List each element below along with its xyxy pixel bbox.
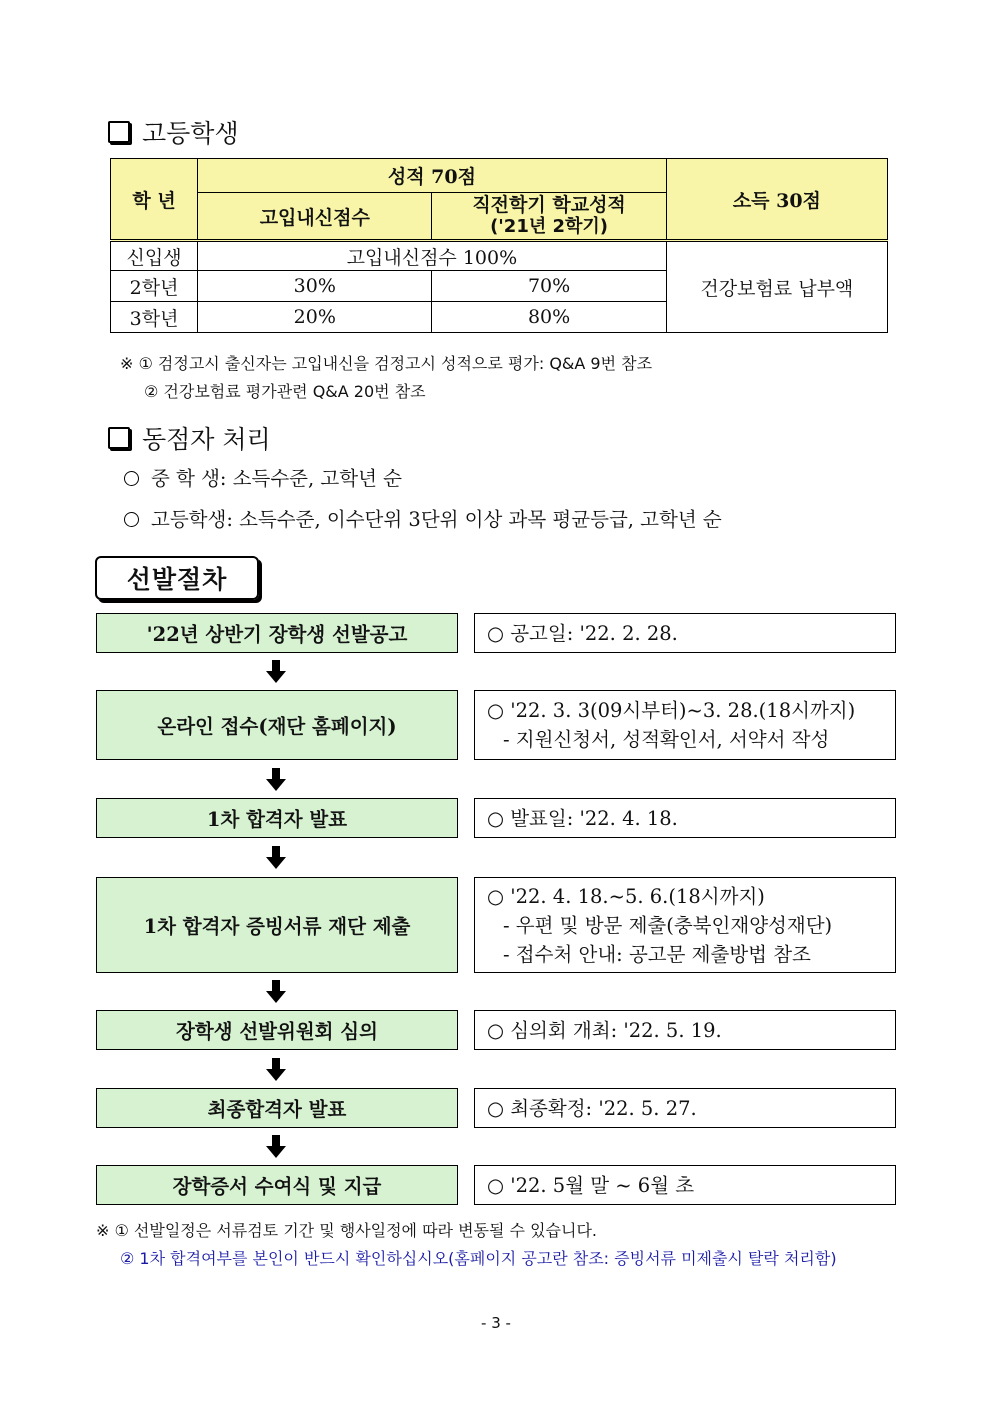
checkbox-square-icon bbox=[108, 427, 130, 449]
down-arrow-icon bbox=[266, 660, 286, 684]
step-description bbox=[474, 1165, 896, 1205]
step-desc-line: - 지원신청서, 성적확인서, 서약서 작성 bbox=[503, 728, 830, 751]
prev-semester-header bbox=[432, 193, 666, 241]
score-table bbox=[110, 158, 888, 333]
table-note-1: ※ ① 검정고시 출신자는 고입내신을 검정고시 성적으로 평가: Q&A 9번 참조 bbox=[120, 354, 653, 373]
step-box: 장학생 선발위원회 심의 bbox=[96, 1010, 458, 1050]
step-desc-line: ○ 최종확정: '22. 5. 27. bbox=[487, 1096, 697, 1120]
circle-bullet-icon bbox=[124, 471, 139, 486]
step-desc-line: ○ 공고일: '22. 2. 28. bbox=[487, 621, 678, 645]
prev-semester-header-line1: 직전학기 학교성적 bbox=[472, 194, 626, 216]
step-box: 최종합격자 발표 bbox=[96, 1088, 458, 1128]
income-header: 소득 30점 bbox=[666, 159, 887, 241]
checkbox-square-icon bbox=[108, 121, 130, 143]
table-row-grade: 3학년 bbox=[111, 302, 198, 333]
step-desc-line: ○ '22. 3. 3(09시부터)~3. 28.(18시까지) bbox=[487, 699, 856, 722]
down-arrow-icon bbox=[266, 768, 286, 792]
score-header: 성적 70점 bbox=[198, 159, 667, 193]
table-row-grade: 신입생 bbox=[111, 241, 198, 271]
grade-header: 학 년 bbox=[111, 159, 198, 241]
step-box: 1차 합격자 증빙서류 재단 제출 bbox=[96, 877, 458, 973]
step-desc-line: - 우편 및 방문 제출(충북인재양성재단) bbox=[503, 913, 833, 937]
step-desc-line: ○ 심의회 개최: '22. 5. 19. bbox=[487, 1018, 722, 1042]
procedure-title: 선발절차 bbox=[95, 556, 259, 600]
entrance-score-header: 고입내신점수 bbox=[198, 193, 432, 241]
tie-rule-high bbox=[124, 504, 722, 532]
circle-bullet-icon bbox=[124, 512, 139, 527]
table-note-2: ② 건강보험료 평가관련 Q&A 20번 참조 bbox=[144, 382, 426, 401]
tie-rule-text: 고등학생: 소득수준, 이수단위 3단위 이상 과목 평균등급, 고학년 순 bbox=[151, 508, 722, 531]
table-cell: 20% bbox=[198, 302, 432, 333]
step-desc-line: ○ '22. 4. 18.~5. 6.(18시까지) bbox=[487, 884, 765, 908]
section-heading-high-school bbox=[108, 114, 239, 150]
section-title: 동점자 처리 bbox=[142, 425, 271, 454]
down-arrow-icon bbox=[266, 980, 286, 1004]
section-title: 고등학생 bbox=[142, 119, 239, 148]
down-arrow-icon bbox=[266, 1135, 286, 1159]
step-description bbox=[474, 690, 896, 760]
step-description bbox=[474, 1010, 896, 1050]
income-value: 건강보험료 납부액 bbox=[666, 241, 887, 333]
tie-rule-middle bbox=[124, 463, 402, 491]
step-desc-line: ○ '22. 5월 말 ~ 6월 초 bbox=[487, 1173, 695, 1197]
down-arrow-icon bbox=[266, 1058, 286, 1082]
step-desc-line: - 접수처 안내: 공고문 제출방법 참조 bbox=[503, 942, 811, 966]
tie-rule-text: 중 학 생: 소득수준, 고학년 순 bbox=[151, 467, 402, 490]
step-description bbox=[474, 877, 896, 973]
step-description bbox=[474, 798, 896, 838]
table-cell-merged: 고입내신점수 100% bbox=[198, 241, 667, 271]
table-cell: 30% bbox=[198, 271, 432, 302]
step-desc-line: ○ 발표일: '22. 4. 18. bbox=[487, 806, 678, 830]
step-description bbox=[474, 613, 896, 653]
footnote-2: ② 1차 합격여부를 본인이 반드시 확인하십시오(홈페이지 공고란 참조: 증빙서류 미제출시 탈락 처리함) bbox=[120, 1249, 837, 1268]
table-cell: 80% bbox=[432, 302, 666, 333]
table-cell: 70% bbox=[432, 271, 666, 302]
table-row-grade: 2학년 bbox=[111, 271, 198, 302]
page-number: - 3 - bbox=[481, 1314, 511, 1332]
step-box: 온라인 접수(재단 홈페이지) bbox=[96, 690, 458, 760]
step-description bbox=[474, 1088, 896, 1128]
down-arrow-icon bbox=[266, 846, 286, 870]
step-box: '22년 상반기 장학생 선발공고 bbox=[96, 613, 458, 653]
step-box: 1차 합격자 발표 bbox=[96, 798, 458, 838]
footnote-1: ※ ① 선발일정은 서류검토 기간 및 행사일정에 따라 변동될 수 있습니다. bbox=[96, 1221, 598, 1240]
step-box: 장학증서 수여식 및 지급 bbox=[96, 1165, 458, 1205]
section-heading-tie bbox=[108, 420, 271, 456]
prev-semester-header-line2: ('21년 2학기) bbox=[490, 216, 609, 237]
